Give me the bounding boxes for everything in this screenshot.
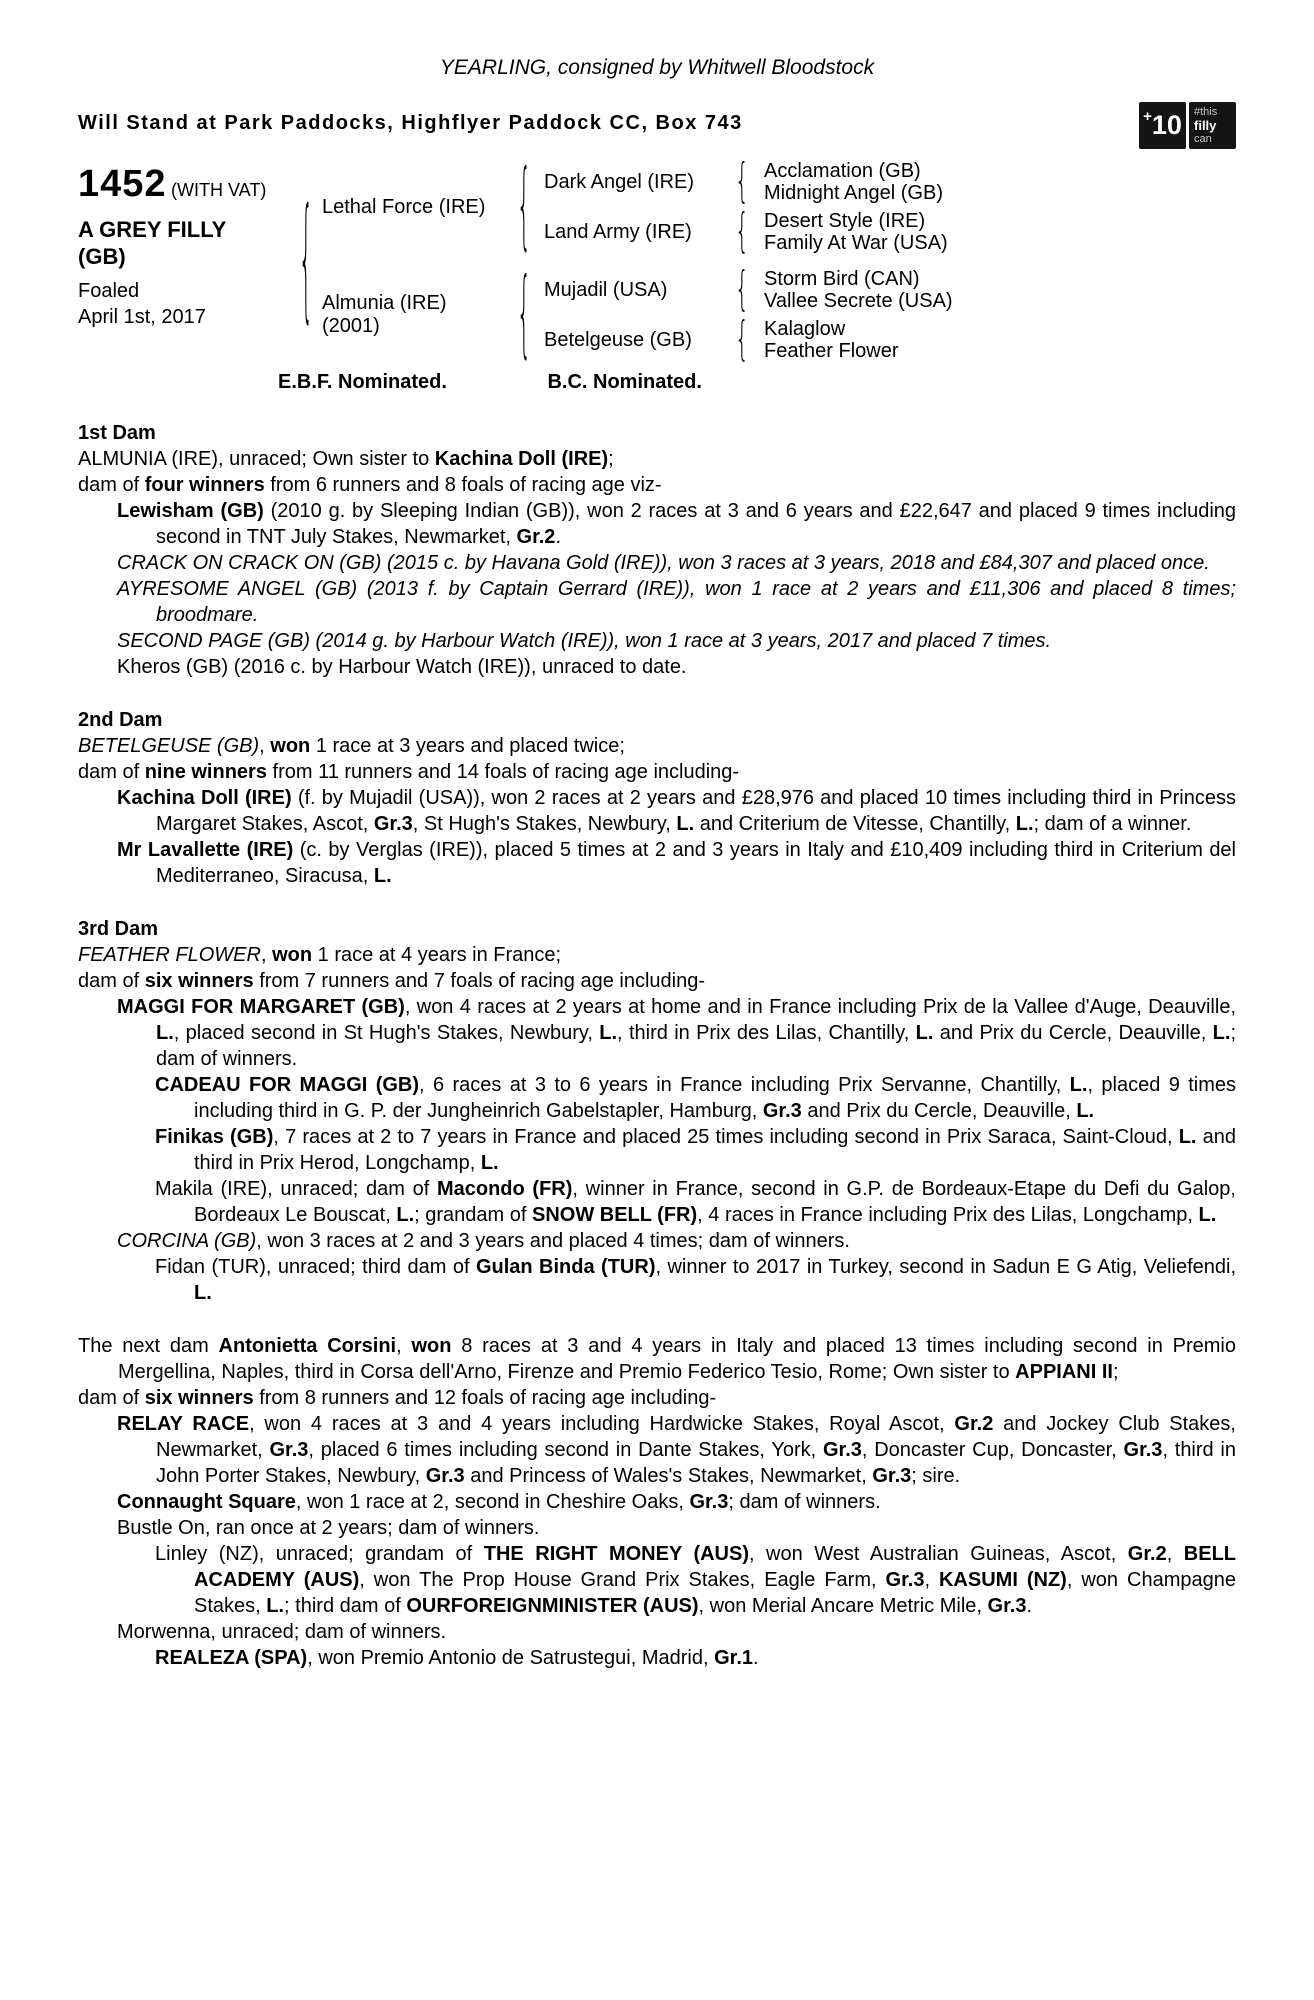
catalogue-paragraph [78,1176,1236,1228]
catalogue-paragraph [78,1515,1236,1541]
sire-grandparents-column [544,154,948,259]
great-grandparent-name: Vallee Secrete (USA) [764,290,953,312]
great-grandparents-column [764,268,953,312]
catalogue-paragraph [78,1541,1236,1619]
catalogue-paragraph [78,1385,1236,1411]
text-segment: , third in Prix des Lilas, Chantilly, [617,1022,916,1044]
text-segment: ; dam of a winner. [1033,813,1192,835]
grandsire-name: Dark Angel (IRE) [544,171,695,193]
dam-grandparents-column [544,262,953,367]
dam-name [322,292,508,338]
section-heading: 2nd Dam [78,709,163,731]
text-segment: , won 1 race at 2, second in Cheshire Oaks, [295,1491,690,1513]
text-segment: , won Premio Antonio de Satrustegui, Madrid, [307,1647,715,1669]
text-segment: L. [676,813,695,835]
great-grandparent-name: Family At War (USA) [764,232,948,254]
text-segment: KASUMI (NZ) [938,1569,1067,1591]
text-segment: , third in John Porter Stakes, Newbury, [156,1439,1236,1487]
text-segment: L. [480,1152,499,1174]
consignment-header: YEARLING, consigned by Whitwell Bloodstock [439,56,875,79]
text-segment: from 6 runners and 8 foals of racing age viz- [264,474,662,496]
catalogue-paragraph [78,968,1236,994]
pedigree-brace-icon: { [735,204,749,259]
badge-group [1139,102,1236,149]
dam-name-line: Almunia (IRE) [322,292,447,314]
text-segment: 1 race at 3 years and placed twice; [310,735,625,757]
text-segment: and Princess of Wales's Stakes, Newmarket, [464,1465,873,1487]
text-segment: Kachina Doll (IRE) [117,787,292,809]
text-segment: Gr.1 [714,1647,754,1669]
text-segment: Fidan (TUR), unraced; third dam of [155,1256,476,1278]
lot-info [78,159,290,330]
text-segment: BETELGEUSE (GB) [78,735,260,757]
text-segment: won [411,1335,452,1357]
text-segment: Gr.2 [954,1413,994,1435]
text-segment: Gulan Binda (TUR) [475,1256,656,1278]
great-grandparents-column [764,318,899,362]
text-segment: Linley (NZ), unraced; grandam of [155,1543,484,1565]
text-segment: ; third dam of [284,1595,407,1617]
text-segment: (2010 g. by Sleeping Indian (GB)), won 2 races at 3 and 6 years and £22,647 and placed 9 times including second in TNT July Stakes, Newmarket, [156,500,1237,548]
catalogue-paragraph [78,1072,1236,1124]
pedigree-brace-icon: { [299,181,313,338]
catalogue-paragraph [78,785,1236,837]
catalogue-paragraph [78,1411,1236,1489]
text-segment: and Jockey Club Stakes, Newmarket, [156,1413,1236,1461]
text-segment: . [555,526,561,548]
text-segment: . [1026,1595,1033,1617]
text-segment: AYRESOME ANGEL (GB) (2013 f. by Captain Gerrard (IRE)), won 1 race at 2 years and £11,306 and placed 8 times; broodmare. [117,578,1236,626]
plus-ten-logo-plus: + [1143,108,1152,125]
great-grandparent-name: Acclamation (GB) [764,160,921,182]
text-segment: L. [194,1282,212,1304]
catalogue-paragraph [78,654,1236,680]
damsire-name: Mujadil (USA) [544,279,668,301]
grandparent-block [544,262,953,317]
foaled-date: April 1st, 2017 [78,306,206,328]
foaled-label: Foaled [78,280,140,302]
text-segment: Finikas (GB) [155,1126,274,1148]
lot-number: 1452 [78,163,167,205]
text-segment: Bustle On, ran once at 2 years; dam of winners. [117,1517,540,1539]
stand-location-line: Will Stand at Park Paddocks, Highflyer Paddock CC, Box 743 [78,112,743,134]
horse-description-line: A GREY FILLY [78,217,227,242]
text-segment: , won The Prop House Grand Prix Stakes, Eagle Farm, [359,1569,886,1591]
ebf-nominated: E.B.F. Nominated. [278,371,447,393]
plus-ten-logo-number: 10 [1151,110,1182,140]
text-segment: MAGGI FOR MARGARET (GB) [117,996,405,1018]
catalogue-paragraph [78,759,1236,785]
text-segment: , winner to 2017 in Turkey, second in Sadun E G Atig, Veliefendi, [655,1256,1237,1278]
text-segment: , 6 races at 3 to 6 years in France including Prix Servanne, Chantilly, [419,1074,1070,1096]
catalogue-paragraph [78,628,1236,654]
text-segment: four winners [144,474,265,496]
text-segment: six winners [144,1387,254,1409]
great-grandparents-column [764,160,943,204]
text-segment: L. [1076,1100,1095,1122]
text-segment: Gr.3 [269,1439,309,1461]
pedigree-brace-icon: { [735,154,749,209]
catalogue-paragraph [78,994,1236,1072]
nomination-line [78,371,1236,394]
text-segment: , won West Australian Guineas, Ascot, [749,1543,1128,1565]
catalogue-paragraph [78,1228,1236,1254]
text-segment: , won Champagne Stakes, [194,1569,1236,1617]
text-segment: 1 race at 4 years in France; [312,944,562,966]
catalogue-paragraph [78,1124,1236,1176]
catalogue-paragraph [78,1645,1236,1671]
text-segment: and Prix du Cercle, Deauville, [801,1100,1077,1122]
text-segment: The next dam [78,1335,219,1357]
catalogue-paragraph [78,498,1236,550]
text-segment: Mr Lavallette (IRE) [117,839,294,861]
text-segment: Gr.3 [373,813,413,835]
dam-block [322,259,953,369]
great-grandparents-column [764,210,948,254]
text-segment: , 4 races in France including Prix des Lilas, Longchamp, [697,1204,1199,1226]
text-segment: L. [1015,813,1034,835]
text-segment: and Prix du Cercle, Deauville, [933,1022,1213,1044]
horse-description [78,216,290,270]
pedigree-parents-column [322,151,953,369]
text-segment: , St Hugh's Stakes, Newbury, [412,813,677,835]
text-segment: OURFOREIGNMINISTER (AUS) [406,1595,699,1617]
text-segment: Antonietta Corsini [218,1335,397,1357]
text-segment: nine winners [144,761,267,783]
text-segment: , [1166,1543,1184,1565]
text-segment: , [259,735,271,757]
hashtag-line: filly [1194,117,1217,133]
great-grandparent-name: Midnight Angel (GB) [764,182,943,204]
text-segment: Gr.2 [1127,1543,1167,1565]
text-segment: from 11 runners and 14 foals of racing age including- [266,761,740,783]
text-segment: ; sire. [911,1465,961,1487]
text-segment: 8 races at 3 and 4 years in Italy and placed 13 times including second in Premio Mergellina, Naples, third in Corsa dell'Arno, Firenze and Premio Federico Tesio, Rome; Own sister to [118,1335,1236,1383]
text-segment: CADEAU FOR MAGGI (GB) [155,1074,420,1096]
catalogue-paragraph [78,942,1236,968]
text-segment: L. [1198,1204,1217,1226]
dam-section [78,916,1236,1306]
text-segment: ; grandam of [414,1204,532,1226]
pedigree-brace-icon: { [517,259,531,369]
granddam-name: Land Army (IRE) [544,221,692,243]
text-segment: . [753,1647,759,1669]
pedigree-sections [78,420,1236,1671]
foaled-info [78,278,290,330]
text-segment: THE RIGHT MONEY (AUS) [483,1543,749,1565]
section-heading: 1st Dam [78,422,156,444]
great-grandparent-name: Feather Flower [764,340,899,362]
text-segment: , won 4 races at 2 years at home and in France including Prix de la Vallee d'Auge, Deauville, [404,996,1236,1018]
great-grandparent-name: Storm Bird (CAN) [764,268,920,290]
hashtag-line: can [1194,132,1212,145]
dam-section [78,420,1236,680]
this-filly-can-badge [1189,102,1236,149]
text-segment: Gr.3 [987,1595,1027,1617]
dam-section [78,1333,1236,1671]
catalogue-paragraph [78,576,1236,628]
text-segment: from 7 runners and 7 foals of racing age including- [253,970,706,992]
text-segment: Gr.3 [872,1465,912,1487]
text-segment: CRACK ON CRACK ON (GB) (2015 c. by Havana Gold (IRE)), won 3 races at 3 years, 2018 and £84,307 and placed once. [117,552,1210,574]
text-segment: dam of [78,970,145,992]
text-segment: , won 3 races at 2 and 3 years and placed 4 times; dam of winners. [256,1230,850,1252]
text-segment: , [260,944,273,966]
pedigree-tree [290,151,953,369]
text-segment: Gr.3 [425,1465,465,1487]
pedigree-block [78,151,1236,369]
text-segment: , won Merial Ancare Metric Mile, [698,1595,988,1617]
text-segment: and third in Prix Herod, Longchamp, [194,1126,1237,1174]
text-segment: SNOW BELL (FR) [531,1204,698,1226]
text-segment: Makila (IRE), unraced; dam of [155,1178,437,1200]
dam-section [78,707,1236,889]
text-segment: , placed second in St Hugh's Stakes, Newbury, [173,1022,600,1044]
section-heading: 3rd Dam [78,918,159,940]
text-segment: L. [599,1022,618,1044]
pedigree-brace-icon: { [517,151,531,261]
catalogue-paragraph [78,837,1236,889]
text-segment: CORCINA (GB) [117,1230,257,1252]
grandparent-block [544,154,948,209]
text-segment: Lewisham (GB) [117,500,264,522]
pedigree-brace-icon: { [735,262,749,317]
text-segment: and Criterium de Vitesse, Chantilly, [694,813,1016,835]
text-segment: L. [373,865,392,887]
text-segment: L. [396,1204,415,1226]
text-segment: six winners [144,970,254,992]
text-segment: Gr.3 [822,1439,862,1461]
text-segment: Gr.3 [689,1491,729,1513]
text-segment: Connaught Square [117,1491,296,1513]
vat-note: (WITH VAT) [171,180,267,200]
sire-name: Lethal Force (IRE) [322,195,486,218]
text-segment: dam of [78,1387,145,1409]
text-segment: , placed 6 times including second in Dante Stakes, York, [308,1439,823,1461]
text-segment: L. [1178,1126,1197,1148]
catalogue-paragraph [78,1333,1236,1385]
text-segment: won [272,944,313,966]
text-segment: APPIANI II [1015,1361,1113,1383]
text-segment: Gr.3 [1123,1439,1163,1461]
text-segment: ; dam of winners. [728,1491,881,1513]
great-grandparent-name: Desert Style (IRE) [764,210,926,232]
catalogue-paragraph [78,1489,1236,1515]
text-segment: REALEZA (SPA) [155,1647,308,1669]
grandparent-block [544,312,953,367]
text-segment: Kachina Doll (IRE) [434,448,609,470]
hashtag-line: #this [1194,105,1218,118]
text-segment: , winner in France, second in G.P. de Bordeaux-Etape du Defi du Galop, Bordeaux Le Bouscat, [194,1178,1236,1226]
catalogue-paragraph [78,550,1236,576]
text-segment: ; [608,448,614,470]
text-segment: ; [1112,1361,1119,1383]
text-segment: SECOND PAGE (GB) (2014 g. by Harbour Watch (IRE)), won 1 race at 3 years, 2017 and placed 7 times. [117,630,1052,652]
text-segment: L. [915,1022,934,1044]
text-segment: Macondo (FR) [436,1178,573,1200]
text-segment: dam of [78,761,145,783]
text-segment: , 7 races at 2 to 7 years in France and placed 25 times including second in Prix Saraca, Saint-Cloud, [273,1126,1179,1148]
catalogue-paragraph [78,1619,1236,1645]
text-segment: L. [266,1595,285,1617]
horse-description-line: (GB) [78,244,126,269]
plus-ten-logo [1139,102,1186,149]
text-segment: won [270,735,311,757]
catalogue-paragraph [78,472,1236,498]
lot-number-line [78,163,290,206]
catalogue-paragraph [78,446,1236,472]
text-segment: RELAY RACE [117,1413,250,1435]
text-segment: Gr.3 [762,1100,802,1122]
text-segment: Gr.3 [885,1569,925,1591]
text-segment: , placed 9 times including third in G. P. der Jungheinrich Gabelstapler, Hamburg, [194,1074,1236,1122]
text-segment: ; dam of winners. [156,1022,1237,1070]
text-segment: L. [1069,1074,1088,1096]
text-segment: Morwenna, unraced; dam of winners. [117,1621,447,1643]
text-segment: FEATHER FLOWER [78,944,261,966]
text-segment: , [924,1569,939,1591]
sire-block [322,151,953,261]
grandparent-block [544,204,948,259]
great-grandparent-name: Kalaglow [764,318,846,340]
catalogue-paragraph [78,733,1236,759]
text-segment: (f. by Mujadil (USA)), won 2 races at 2 years and £28,976 and placed 10 times including third in Princess Margaret Stakes, Ascot, [156,787,1236,835]
text-segment: Gr.2 [516,526,556,548]
catalogue-paragraph [78,1254,1236,1306]
text-segment: L. [156,1022,174,1044]
pedigree-brace-icon: { [735,312,749,367]
text-segment: Kheros (GB) (2016 c. by Harbour Watch (IRE)), unraced to date. [117,656,687,678]
text-segment: L. [1212,1022,1231,1044]
text-segment: ALMUNIA (IRE), unraced; Own sister to [78,448,435,470]
text-segment: from 8 runners and 12 foals of racing age including- [253,1387,717,1409]
text-segment: , [396,1335,412,1357]
text-segment: BELL ACADEMY (AUS) [194,1543,1236,1591]
text-segment: (c. by Verglas (IRE)), placed 5 times at 2 and 3 years in Italy and £10,409 including third in Criterium del Mediterraneo, Siracusa, [156,839,1237,887]
text-segment: dam of [78,474,145,496]
text-segment: , Doncaster Cup, Doncaster, [861,1439,1124,1461]
dam-year: (2001) [322,315,380,337]
stand-row [78,102,1236,149]
second-dam-name: Betelgeuse (GB) [544,329,692,351]
bc-nominated: B.C. Nominated. [547,371,702,393]
text-segment: , won 4 races at 3 and 4 years including Hardwicke Stakes, Royal Ascot, [249,1413,955,1435]
